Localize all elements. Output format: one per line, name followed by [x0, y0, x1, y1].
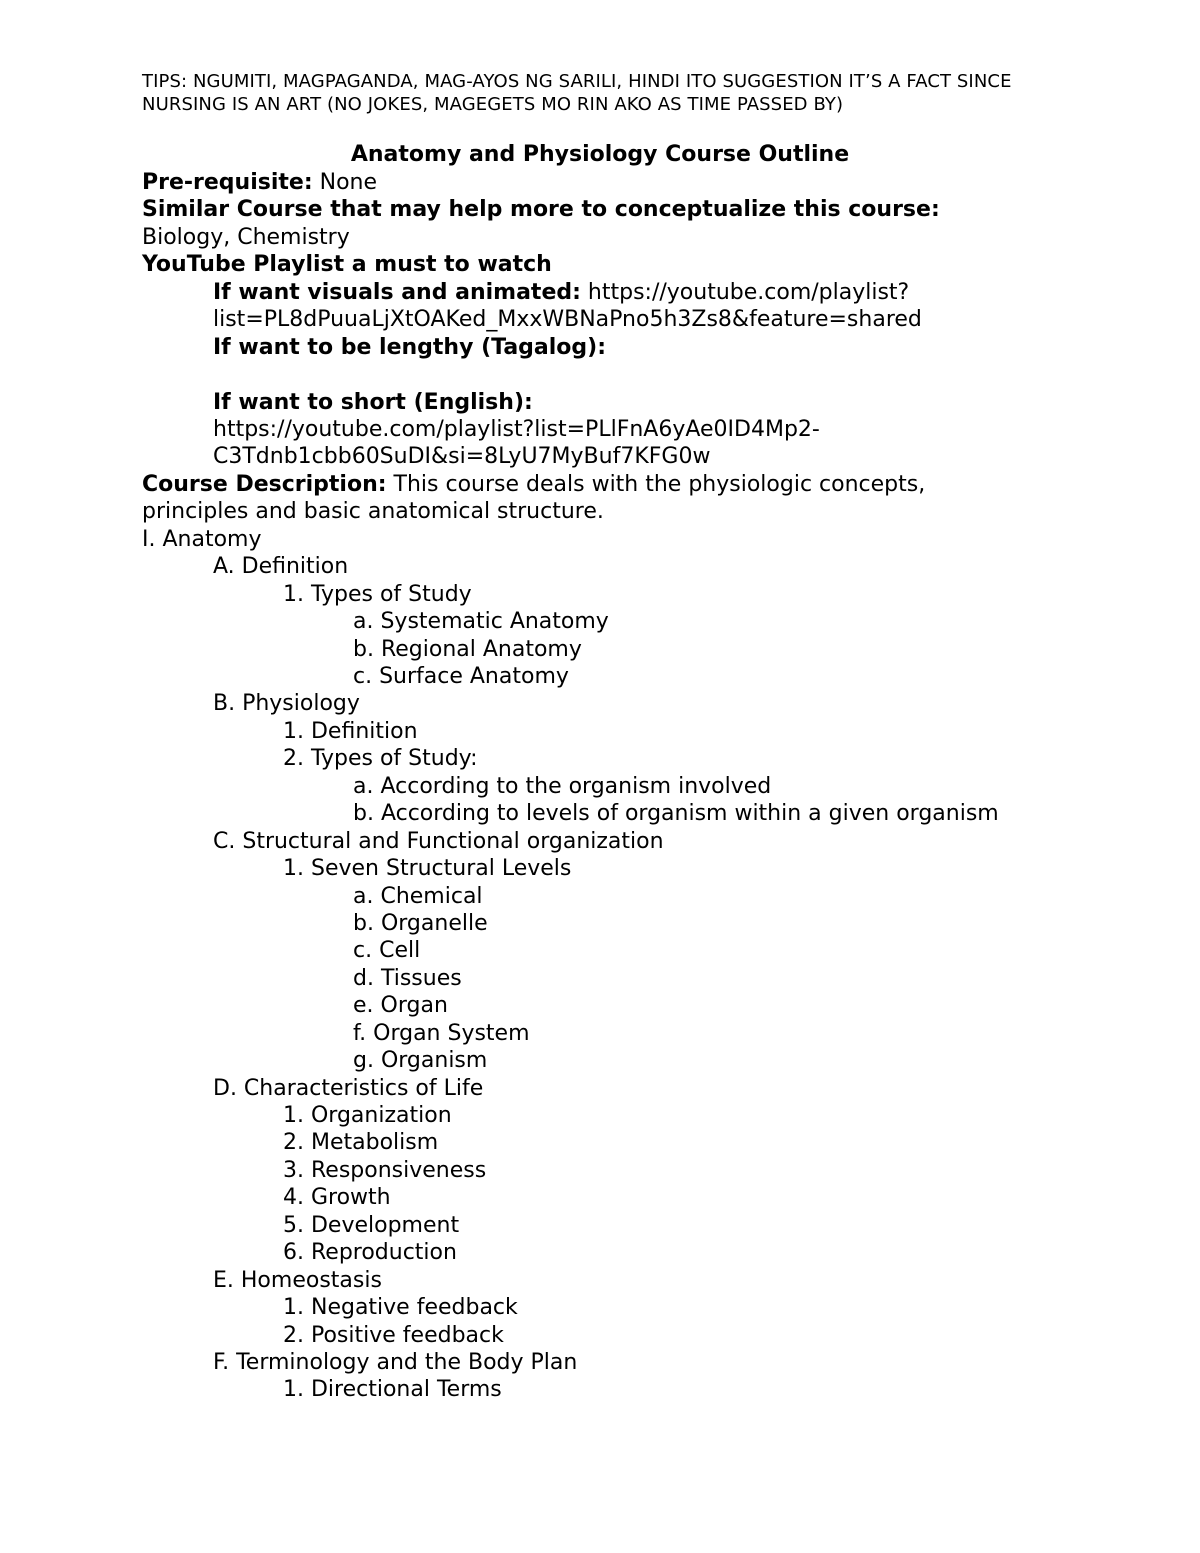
outline-item: b. Regional Anatomy: [353, 637, 582, 662]
outline-item: 6. Reproduction: [283, 1240, 457, 1265]
outline-item: a. According to the organism involved: [353, 774, 772, 799]
tips-note: TIPS: NGUMITI, MAGPAGANDA, MAG-AYOS NG SARILI, HINDI ITO SUGGESTION IT’S A FACT SINCE NURSING IS AN ART (NO JOKES, MAGEGETS MO RIN AKO AS TIME PASSED BY): [142, 71, 1012, 115]
short-playlist-label: If want to short (English):: [213, 390, 533, 415]
lengthy-playlist-label: If want to be lengthy (Tagalog):: [213, 335, 607, 360]
outline-item: D. Characteristics of Life: [213, 1076, 484, 1101]
outline-item: 2. Positive feedback: [283, 1323, 504, 1348]
visual-playlist-label: If want visuals and animated:: [213, 280, 581, 305]
outline-item: 1. Organization: [283, 1103, 452, 1128]
outline-item: F. Terminology and the Body Plan: [213, 1350, 578, 1375]
outline-item: 4. Growth: [283, 1185, 391, 1210]
outline-item: 2. Metabolism: [283, 1130, 439, 1155]
outline-item: b. Organelle: [353, 911, 488, 936]
short-playlist-url[interactable]: https://youtube.com/playlist?list=PLlFnA6yAe0ID4Mp2-: [213, 417, 820, 442]
outline-item: E. Homeostasis: [213, 1268, 382, 1293]
outline-item: 5. Development: [283, 1213, 460, 1238]
course-description-line: [142, 471, 925, 498]
outline-item: 3. Responsiveness: [283, 1158, 487, 1183]
outline-item: 1. Negative feedback: [283, 1295, 518, 1320]
playlist-heading: YouTube Playlist a must to watch: [142, 252, 552, 277]
prerequisite-value: None: [312, 170, 378, 195]
outline-item: g. Organism: [353, 1048, 488, 1073]
visual-playlist-url-cont[interactable]: list=PL8dPuuaLjXtOAKed_MxxWBNaPno5h3Zs8&feature=shared: [213, 307, 922, 332]
course-description-cont: principles and basic anatomical structure.: [142, 499, 604, 524]
prerequisite-label: Pre-requisite:: [142, 170, 313, 195]
outline-item: a. Chemical: [353, 884, 483, 909]
outline-item: a. Systematic Anatomy: [353, 609, 609, 634]
visual-playlist-line: [213, 279, 909, 306]
outline-item: b. According to levels of organism within a given organism: [353, 801, 999, 826]
outline-item: c. Surface Anatomy: [353, 664, 569, 689]
outline-item: 1. Definition: [283, 719, 418, 744]
page-title: Anatomy and Physiology Course Outline: [350, 142, 850, 167]
similar-course-label: Similar Course that may help more to conceptualize this course:: [142, 197, 940, 222]
outline-item: I. Anatomy: [142, 527, 262, 552]
outline-item: 1. Seven Structural Levels: [283, 856, 572, 881]
outline-item: B. Physiology: [213, 691, 360, 716]
short-playlist-url-cont[interactable]: C3Tdnb1cbb60SuDI&si=8LyU7MyBuf7KFG0w: [213, 444, 711, 469]
outline-item: 1. Directional Terms: [283, 1377, 502, 1402]
outline-item: e. Organ: [353, 993, 448, 1018]
outline-item: A. Definition: [213, 554, 349, 579]
outline-item: 1. Types of Study: [283, 582, 472, 607]
outline-item: 2. Types of Study:: [283, 746, 478, 771]
course-description-text: This course deals with the physiologic concepts,: [386, 472, 926, 497]
course-description-label: Course Description:: [142, 472, 387, 497]
similar-course-value: Biology, Chemistry: [142, 225, 350, 250]
outline-item: f. Organ System: [353, 1021, 530, 1046]
prerequisite-line: [142, 169, 377, 196]
outline-item: d. Tissues: [353, 966, 462, 991]
visual-playlist-url[interactable]: https://youtube.com/playlist?: [580, 280, 910, 305]
outline-item: c. Cell: [353, 938, 421, 963]
outline-item: C. Structural and Functional organization: [213, 829, 664, 854]
